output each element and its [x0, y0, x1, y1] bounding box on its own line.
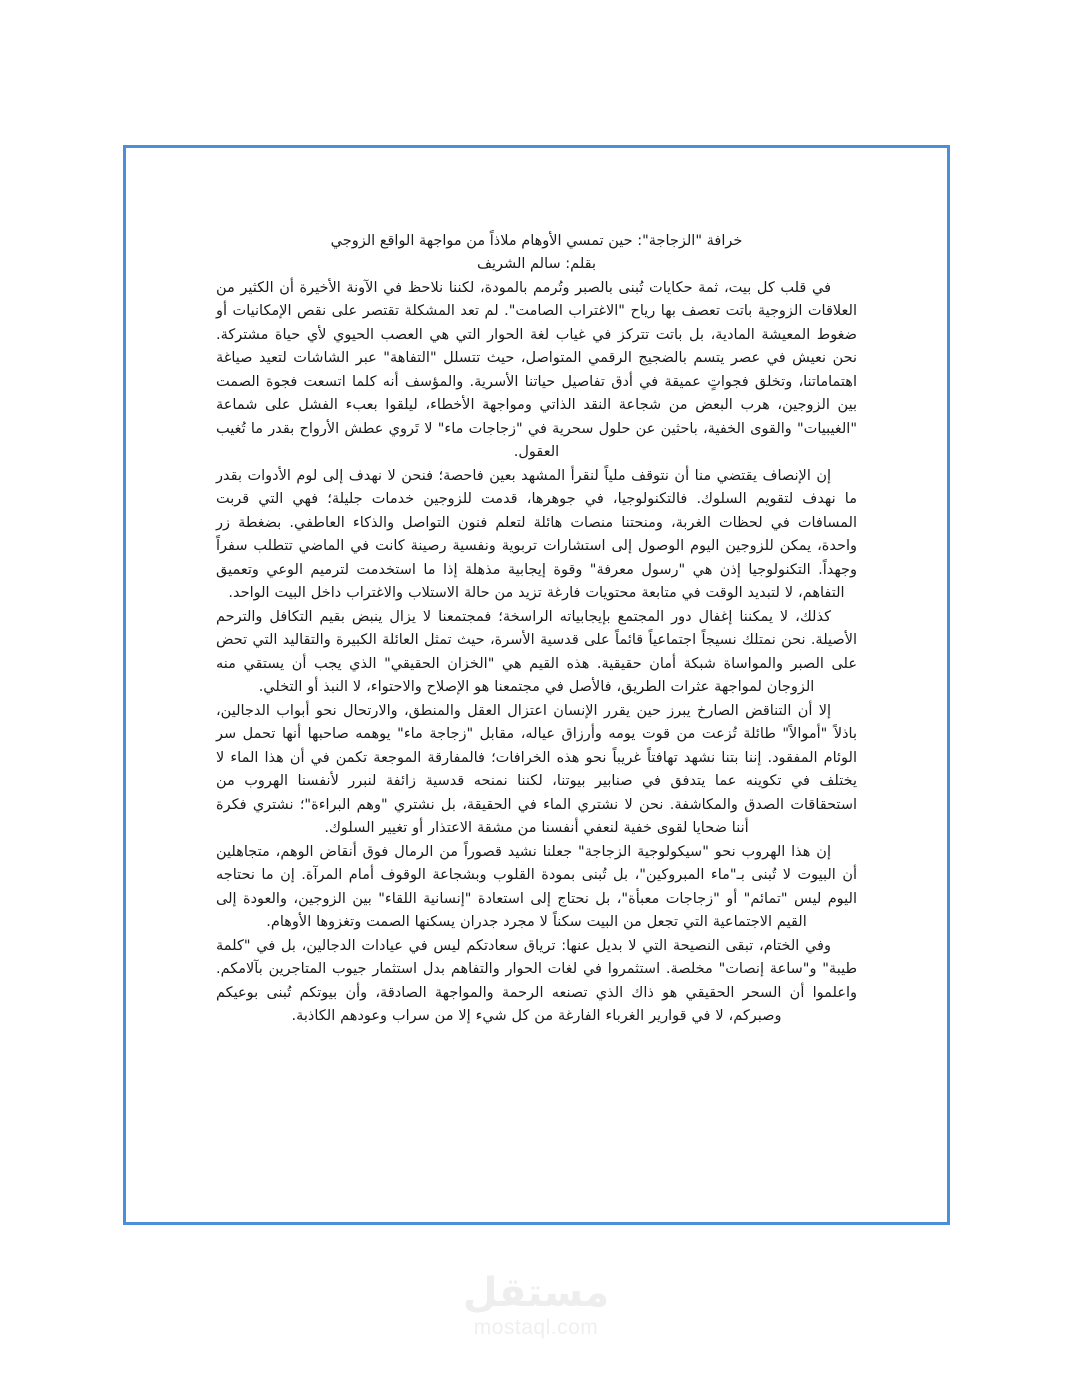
- document-page-frame: [123, 145, 950, 1225]
- document-paragraph-3: كذلك، لا يمكننا إغفال دور المجتمع بإيجابياته الراسخة؛ فمجتمعنا لا يزال ينبض بقيم التكافل والترحم الأصيلة. نحن نمتلك نسيجاً اجتماعياً قائماً على قدسية الأسرة، حيث تمثل العائلة الكبيرة والتقاليد التي تحض على الصبر والمواساة شبكة أمان حقيقية. هذه القيم هي "الخزان الحقيقي" الذي يجب أن يستقي منه الزوجان لمواجهة عثرات الطريق، فالأصل في مجتمعنا هو الإصلاح والاحتواء، لا النبذ أو التخلي.: [216, 608, 857, 696]
- document-paragraph-6: وفي الختام، تبقى النصيحة التي لا بديل عنها: ترياق سعادتكم ليس في عيادات الدجالين، بل في "كلمة طيبة" و"ساعة إنصات" مخلصة. استثمروا في لغات الحوار والتفاهم بدل استثمار جيوب المتاجرين بآلامكم. واعلموا أن السحر الحقيقي هو ذاك الذي تصنعه الرحمة والمواجهة الصادقة، وأن بيوتكم تُبنى بوعيكم وصبركم، لا في قوارير الغرباء الفارغة من كل شيء إلا من سراب وعودهم الكاذبة.: [216, 937, 857, 1024]
- document-title: خرافة "الزجاجة": حين تمسي الأوهام ملاذاً من مواجهة الواقع الزوجي: [330, 233, 743, 249]
- mostaql-logo-arabic: مستقل: [462, 1270, 610, 1316]
- document-paragraph-1: في قلب كل بيت، ثمة حكايات تُبنى بالصبر وتُرمم بالمودة، لكننا نلاحظ في الآونة الأخيرة أن الكثير من العلاقات الزوجية باتت تعصف بها رياح "الاغتراب الصامت". لم تعد المشكلة تقتصر على نقص الإمكانيات أو ضغوط المعيشة المادية، بل باتت تتركز في غياب لغة الحوار التي هي العصب الحيوي لأي حياة مشتركة. نحن نعيش في عصر يتسم بالضجيج الرقمي المتواصل، حيث تتسلل "التفاهة" عبر الشاشات لتعيد صياغة اهتماماتنا، وتخلق فجواتٍ عميقة في أدق تفاصيل حياتنا الأسرية. والمؤسف أنه كلما اتسعت فجوة الصمت بين الزوجين، هرب البعض من شجاعة النقد الذاتي ومواجهة الأخطاء، ليلقوا بعبء الفشل على شماعة "الغيبيات" والقوى الخفية، باحثين عن حلول سحرية في "زجاجات ماء" لا تَروي عطش الأرواح بقدر ما تُغيب العقول.: [216, 279, 857, 461]
- document-body: [126, 148, 947, 1068]
- document-paragraph-4: إلا أن التناقض الصارخ يبرز حين يقرر الإنسان اعتزال العقل والمنطق، والارتحال نحو أبواب الدجالين، باذلاً "أموالاً" طائلة تُزعت من قوت يومه وأرزاق عياله، مقابل "زجاجة ماء" يوهمه صاحبها أنها تحمل سر الوئام المفقود. إننا بتنا نشهد تهافتاً غريباً نحو هذه الخرافات؛ فالمفارقة الموجعة تكمن في أن هذا الماء لا يختلف في تكوينه عما يتدفق في صنابير بيوتنا، لكننا نمنحه قدسية زائفة لنبرر لأنفسنا الهروب من استحقاقات الصدق والمكاشفة. نحن لا نشتري الماء في الحقيقة، بل نشتري "وهم البراءة"؛ نشتري فكرة أننا ضحايا لقوى خفية لنعفي أنفسنا من مشقة الاعتذار أو تغيير السلوك.: [216, 702, 857, 837]
- document-paragraph-2: إن الإنصاف يقتضي منا أن نتوقف ملياً لنقرأ المشهد بعين فاحصة؛ فنحن لا نهدف إلى لوم الأدوات بقدر ما نهدف لتقويم السلوك. فالتكنولوجيا، في جوهرها، قدمت للزوجين خدمات جليلة؛ فهي التي قربت المسافات في لحظات الغربة، ومنحتنا منصات هائلة لتعلم فنون التواصل والذكاء العاطفي. بضغطة زر واحدة، يمكن للزوجين اليوم الوصول إلى استشارات تربوية ونفسية رصينة كانت في الماضي تتطلب سفراً وجهداً. التكنولوجيا إذن هي "رسول معرفة" وقوة إيجابية مذهلة إذا ما استخدمت لترميم الوعي وتعميق التفاهم، لا لتبديد الوقت في متابعة محتويات فارغة تزيد من حالة الاستلاب والاغتراب داخل البيت الواحد.: [216, 467, 857, 602]
- mostaql-logo-domain: mostaql.com: [473, 1316, 599, 1339]
- mostaql-watermark: [0, 1272, 1072, 1358]
- document-paragraph-5: إن هذا الهروب نحو "سيكولوجية الزجاجة" جعلنا نشيد قصوراً من الرمال فوق أنقاض الوهم، متجاهلين أن البيوت لا تُبنى بـ"ماء المبروكين"، بل تُبنى بمودة القلوب وبشجاعة الوقوف أمام المرآة. إن ما نحتاجه اليوم ليس "تمائم" أو "زجاجات معبأة"، بل نحتاج إلى استعادة "إنسانية اللقاء" بين الزوجين، والعودة إلى القيم الاجتماعية التي تجعل من البيت سكناً لا مجرد جدران يسكنها الصمت وتغزوها الأوهام.: [216, 843, 857, 931]
- document-byline: بقلم: سالم الشريف: [477, 256, 596, 273]
